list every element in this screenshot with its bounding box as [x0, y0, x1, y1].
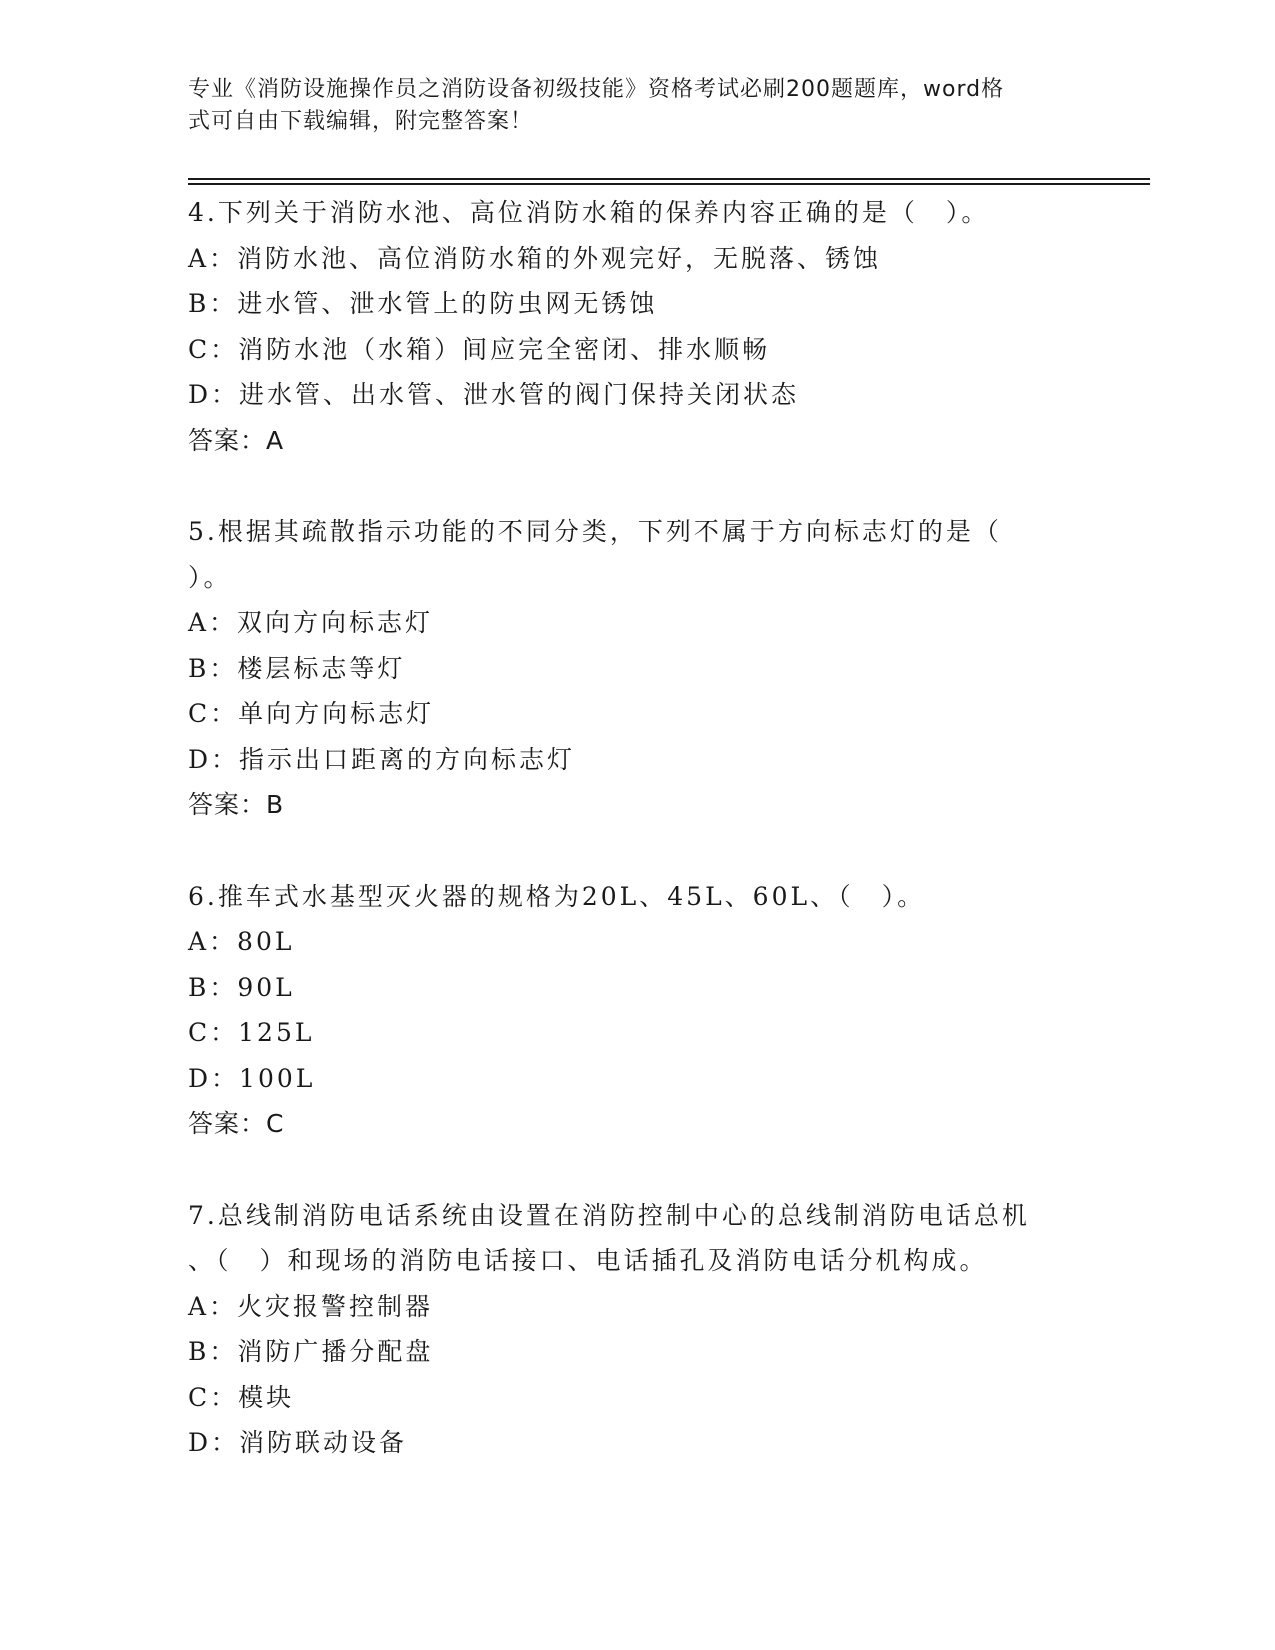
- option-b: B：消防广播分配盘: [188, 1337, 434, 1366]
- option-a: A：火灾报警控制器: [188, 1291, 434, 1321]
- question-stem-continued: ）。: [188, 562, 232, 592]
- option-d: D：消防联动设备: [188, 1428, 408, 1457]
- question-list: [188, 190, 1068, 1512]
- answer: 答案：A: [188, 425, 285, 455]
- option-d: D：指示出口距离的方向标志灯: [188, 744, 576, 774]
- header-divider-bottom: [188, 183, 1150, 185]
- question-stem: 4.下列关于消防水池、高位消防水箱的保养内容正确的是（ ）。: [188, 198, 990, 227]
- option-b: B：楼层标志等灯: [188, 653, 406, 683]
- question-stem: 6.推车式水基型灭火器的规格为20L、45L、60L、（ ）。: [188, 881, 926, 911]
- option-b: B：进水管、泄水管上的防虫网无锈蚀: [188, 289, 658, 318]
- question-6: [188, 874, 1068, 1147]
- option-d: D：进水管、出水管、泄水管的阀门保持关闭状态: [188, 380, 800, 409]
- option-b: B：90L: [188, 972, 295, 1002]
- answer: 答案：B: [188, 790, 285, 819]
- question-stem: 5.根据其疏散指示功能的不同分类，下列不属于方向标志灯的是（: [188, 517, 1002, 546]
- question-5: [188, 509, 1068, 828]
- option-a: A：双向方向标志灯: [188, 608, 434, 637]
- option-c: C：消防水池（水箱）间应完全密闭、排水顺畅: [188, 334, 771, 364]
- question-stem: 7.总线制消防电话系统由设置在消防控制中心的总线制消防电话总机: [188, 1200, 1030, 1230]
- header-line-1: 专业《消防设施操作员之消防设备初级技能》资格考试必刷200题题库，word格: [188, 77, 1005, 102]
- option-a: A：80L: [188, 927, 295, 956]
- answer: 答案：C: [188, 1109, 285, 1138]
- question-stem-continued: 、（ ）和现场的消防电话接口、电话插孔及消防电话分机构成。: [188, 1246, 988, 1275]
- document-header: [188, 74, 1068, 138]
- header-line-2: 式可自由下载编辑，附完整答案！: [188, 109, 534, 134]
- option-c: C：模块: [188, 1382, 295, 1412]
- option-c: C：125L: [188, 1018, 315, 1047]
- option-c: C：单向方向标志灯: [188, 699, 435, 728]
- option-d: D：100L: [188, 1063, 316, 1093]
- question-7: [188, 1193, 1068, 1466]
- question-4: [188, 190, 1068, 463]
- option-a: A：消防水池、高位消防水箱的外观完好，无脱落、锈蚀: [188, 243, 882, 273]
- header-divider-top: [188, 178, 1150, 180]
